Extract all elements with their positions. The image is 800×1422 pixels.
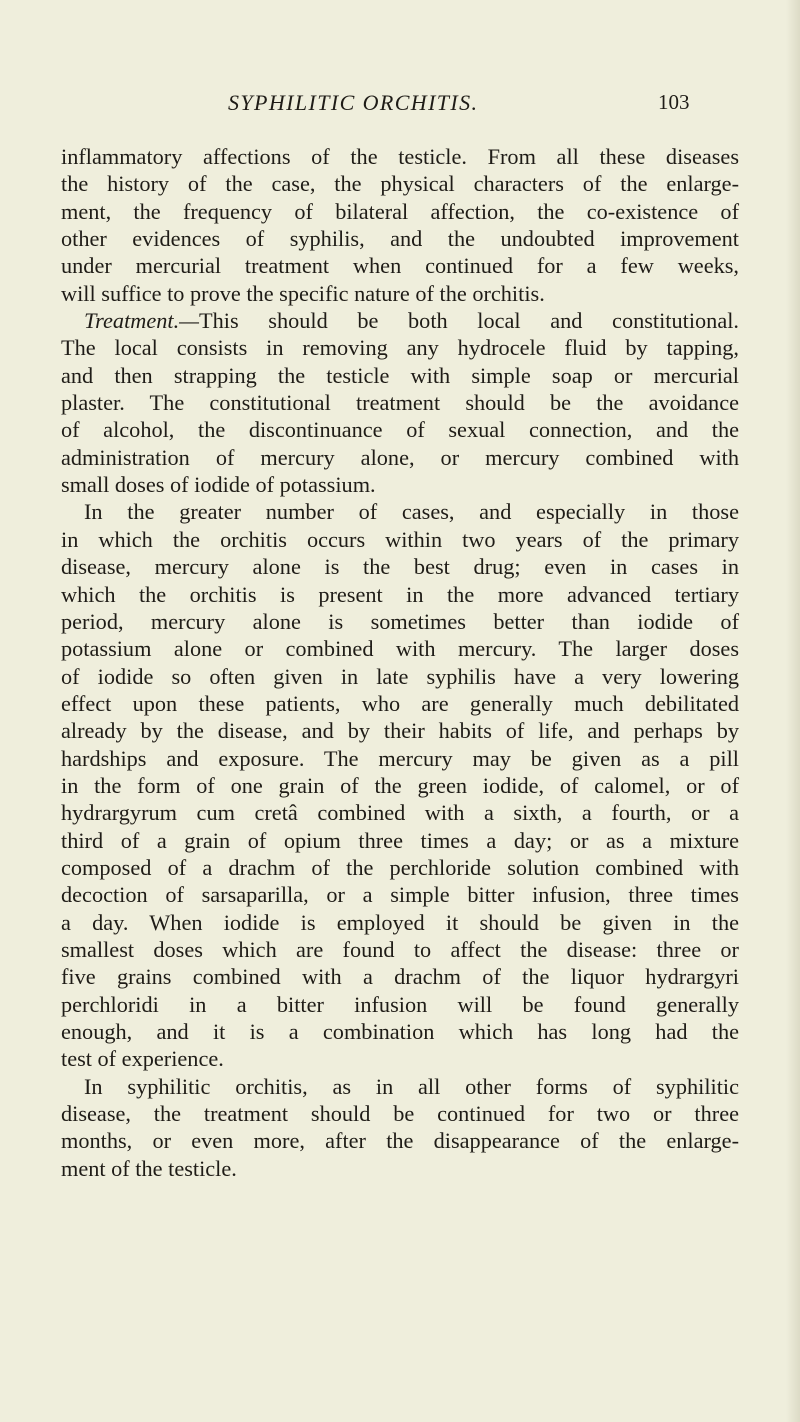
text-line: plaster. The constitutional treatment should be the avoidance	[61, 390, 739, 416]
treatment-heading: Treatment.—	[84, 308, 200, 334]
text-line: enough, and it is a combination which has long had the	[61, 1019, 739, 1044]
running-title: SYPHILITIC ORCHITIS.	[228, 90, 479, 115]
text-line: inflammatory affections of the testicle. From all these diseases	[61, 144, 739, 169]
body-text	[61, 143, 739, 1182]
text-line: potassium alone or combined with mercury. The larger doses	[61, 636, 739, 662]
page-number: 103	[658, 90, 690, 114]
text-line: months, or even more, after the disappearance of the enlarge-	[61, 1128, 739, 1154]
text-line: disease, the treatment should be continued for two or three	[61, 1101, 739, 1127]
text-line: other evidences of syphilis, and the undoubted improvement	[61, 226, 739, 252]
text-line: the history of the case, the physical characters of the enlarge-	[61, 171, 739, 197]
text-line: In the greater number of cases, and especially in those	[84, 499, 739, 525]
text-line: smallest doses which are found to affect the disease: three or	[61, 936, 739, 962]
text-line: administration of mercury alone, or mercury combined with	[61, 444, 739, 470]
treatment-paragraph-first-line	[61, 307, 739, 334]
text-line: composed of a drachm of the perchloride solution combined with	[61, 854, 739, 880]
text-line: of iodide so often given in late syphilis have a very lowering	[61, 663, 739, 689]
text-line: ment, the frequency of bilateral affection, the co-existence of	[61, 198, 739, 224]
text-line: in which the orchitis occurs within two years of the primary	[61, 526, 739, 552]
text-line: perchloridi in a bitter infusion will be found generally	[61, 991, 739, 1017]
text-line: five grains combined with a drachm of the liquor hydrargyri	[61, 964, 739, 990]
text-line: test of experience.	[61, 1046, 224, 1072]
text-line: period, mercury alone is sometimes better than iodide of	[61, 608, 739, 634]
text-line: small doses of iodide of potassium.	[61, 472, 376, 498]
text-line: decoction of sarsaparilla, or a simple bitter infusion, three times	[61, 882, 739, 908]
text-line: will suffice to prove the specific nature of the orchitis.	[61, 280, 545, 306]
page-edge-shadow	[786, 0, 800, 1422]
text-line: and then strapping the testicle with simple soap or mercurial	[61, 362, 739, 388]
text-line: already by the disease, and by their habits of life, and perhaps by	[61, 718, 739, 744]
text-line: in the form of one grain of the green iodide, of calomel, or of	[61, 772, 739, 798]
text-line: The local consists in removing any hydrocele fluid by tapping,	[61, 335, 739, 361]
text-line: third of a grain of opium three times a day; or as a mixture	[61, 827, 739, 853]
text-line: hardships and exposure. The mercury may be given as a pill	[61, 745, 739, 771]
text-line: under mercurial treatment when continued for a few weeks,	[61, 253, 739, 279]
text-line: hydrargyrum cum cretâ combined with a sixth, a fourth, or a	[61, 800, 739, 826]
text-line: of alcohol, the discontinuance of sexual connection, and the	[61, 417, 739, 443]
text-line: effect upon these patients, who are generally much debilitated	[61, 690, 739, 716]
text-line: which the orchitis is present in the more advanced tertiary	[61, 581, 739, 607]
text-line: In syphilitic orchitis, as in all other forms of syphilitic	[84, 1073, 739, 1099]
text-line: ment of the testicle.	[61, 1155, 237, 1181]
text-line: This should be both local and constitutional.	[199, 308, 739, 334]
running-head	[0, 90, 800, 120]
text-line: disease, mercury alone is the best drug; even in cases in	[61, 554, 739, 580]
text-line: a day. When iodide is employed it should be given in the	[61, 909, 739, 935]
